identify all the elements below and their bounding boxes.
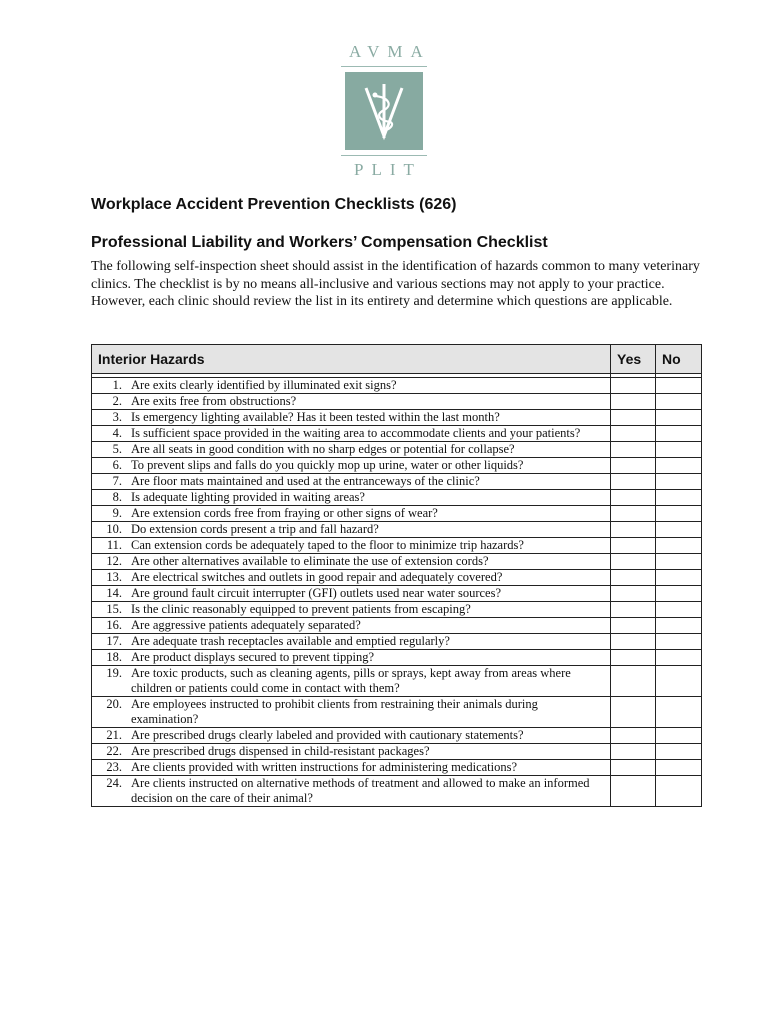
question-number: 7. (112, 474, 122, 488)
yes-checkbox-cell[interactable] (611, 634, 656, 650)
yes-checkbox-cell[interactable] (611, 618, 656, 634)
question-cell (92, 650, 611, 666)
question-number: 19. (106, 666, 122, 680)
question-text: Are prescribed drugs dispensed in child-resistant packages? (131, 744, 430, 758)
question-text: Are adequate trash receptacles available and emptied regularly? (131, 634, 450, 648)
no-checkbox-cell[interactable] (656, 442, 702, 458)
question-number: 15. (106, 602, 122, 616)
question-text: Are extension cords free from fraying or other signs of wear? (131, 506, 438, 520)
table-row (92, 586, 702, 602)
document-title: Workplace Accident Prevention Checklists (626) (91, 196, 457, 213)
yes-checkbox-cell[interactable] (611, 458, 656, 474)
no-checkbox-cell[interactable] (656, 586, 702, 602)
question-cell (92, 522, 611, 538)
logo-divider-bottom (341, 155, 427, 156)
avma-plit-logo (341, 42, 431, 180)
table-row (92, 744, 702, 760)
table-row (92, 506, 702, 522)
no-checkbox-cell[interactable] (656, 426, 702, 442)
question-text: Are clients provided with written instructions for administering medications? (131, 760, 518, 774)
question-text: Are electrical switches and outlets in good repair and adequately covered? (131, 570, 503, 584)
no-checkbox-cell[interactable] (656, 458, 702, 474)
checklist-table (91, 344, 702, 807)
question-number: 13. (106, 570, 122, 584)
question-cell (92, 634, 611, 650)
question-number: 20. (106, 697, 122, 711)
yes-checkbox-cell[interactable] (611, 650, 656, 666)
table-row (92, 634, 702, 650)
question-text: Are all seats in good condition with no sharp edges or potential for collapse? (131, 442, 515, 456)
question-cell (92, 506, 611, 522)
question-text: To prevent slips and falls do you quickly mop up urine, water or other liquids? (131, 458, 524, 472)
question-cell (92, 586, 611, 602)
no-checkbox-cell[interactable] (656, 378, 702, 394)
no-checkbox-cell[interactable] (656, 744, 702, 760)
yes-checkbox-cell[interactable] (611, 378, 656, 394)
yes-checkbox-cell[interactable] (611, 410, 656, 426)
yes-checkbox-cell[interactable] (611, 442, 656, 458)
table-row (92, 650, 702, 666)
no-checkbox-cell[interactable] (656, 634, 702, 650)
yes-checkbox-cell[interactable] (611, 602, 656, 618)
question-text: Is the clinic reasonably equipped to prevent patients from escaping? (131, 602, 471, 616)
question-cell (92, 744, 611, 760)
table-row (92, 570, 702, 586)
question-number: 3. (112, 410, 122, 424)
yes-checkbox-cell[interactable] (611, 570, 656, 586)
question-number: 8. (112, 490, 122, 504)
question-cell (92, 410, 611, 426)
yes-checkbox-cell[interactable] (611, 586, 656, 602)
question-cell (92, 426, 611, 442)
question-number: 12. (106, 554, 122, 568)
checklist-body (92, 374, 702, 807)
table-row (92, 618, 702, 634)
table-row (92, 426, 702, 442)
table-row (92, 410, 702, 426)
yes-checkbox-cell[interactable] (611, 554, 656, 570)
no-checkbox-cell[interactable] (656, 666, 702, 697)
question-cell (92, 760, 611, 776)
no-checkbox-cell[interactable] (656, 776, 702, 807)
question-number: 16. (106, 618, 122, 632)
no-checkbox-cell[interactable] (656, 522, 702, 538)
table-row (92, 554, 702, 570)
yes-checkbox-cell[interactable] (611, 776, 656, 807)
logo-emblem (345, 72, 423, 150)
question-cell (92, 728, 611, 744)
question-text: Are employees instructed to prohibit clients from restraining their animals during examination? (131, 697, 538, 726)
question-cell (92, 378, 611, 394)
table-row (92, 666, 702, 697)
question-text: Are floor mats maintained and used at the entranceways of the clinic? (131, 474, 480, 488)
question-text: Are clients instructed on alternative methods of treatment and allowed to make an informed decision on the care of their animal? (131, 776, 590, 805)
table-row (92, 394, 702, 410)
no-checkbox-cell[interactable] (656, 650, 702, 666)
table-row (92, 728, 702, 744)
yes-checkbox-cell[interactable] (611, 538, 656, 554)
table-row (92, 776, 702, 807)
question-cell (92, 394, 611, 410)
table-row (92, 490, 702, 506)
no-checkbox-cell[interactable] (656, 618, 702, 634)
question-cell (92, 570, 611, 586)
yes-checkbox-cell[interactable] (611, 760, 656, 776)
question-text: Is adequate lighting provided in waiting areas? (131, 490, 365, 504)
question-text: Do extension cords present a trip and fall hazard? (131, 522, 379, 536)
yes-checkbox-cell[interactable] (611, 490, 656, 506)
table-row (92, 538, 702, 554)
table-row (92, 378, 702, 394)
question-cell (92, 490, 611, 506)
no-checkbox-cell[interactable] (656, 697, 702, 728)
yes-checkbox-cell[interactable] (611, 522, 656, 538)
question-number: 21. (106, 728, 122, 742)
question-text: Is sufficient space provided in the waiting area to accommodate clients and your patients? (131, 426, 581, 440)
yes-checkbox-cell[interactable] (611, 744, 656, 760)
question-text: Can extension cords be adequately taped to the floor to minimize trip hazards? (131, 538, 524, 552)
question-text: Are other alternatives available to eliminate the use of extension cords? (131, 554, 489, 568)
question-cell (92, 776, 611, 807)
question-text: Are exits free from obstructions? (131, 394, 297, 408)
yes-checkbox-cell[interactable] (611, 506, 656, 522)
yes-checkbox-cell[interactable] (611, 394, 656, 410)
table-header-row (92, 345, 702, 374)
table-row (92, 474, 702, 490)
question-number: 14. (106, 586, 122, 600)
question-text: Are prescribed drugs clearly labeled and provided with cautionary statements? (131, 728, 524, 742)
no-checkbox-cell[interactable] (656, 490, 702, 506)
question-cell (92, 458, 611, 474)
question-text: Is emergency lighting available? Has it been tested within the last month? (131, 410, 500, 424)
question-number: 10. (106, 522, 122, 536)
question-cell (92, 602, 611, 618)
yes-column-header: Yes (611, 345, 656, 374)
question-text: Are exits clearly identified by illuminated exit signs? (131, 378, 397, 392)
question-number: 6. (112, 458, 122, 472)
section-title: Interior Hazards (92, 345, 611, 374)
table-row (92, 442, 702, 458)
no-checkbox-cell[interactable] (656, 394, 702, 410)
question-text: Are toxic products, such as cleaning agents, pills or sprays, kept away from areas where children or patients could come in contact with them? (131, 666, 571, 695)
logo-bottom-text: PLIT (354, 160, 422, 179)
no-checkbox-cell[interactable] (656, 506, 702, 522)
question-number: 23. (106, 760, 122, 774)
yes-checkbox-cell[interactable] (611, 474, 656, 490)
question-number: 1. (112, 378, 122, 392)
question-cell (92, 442, 611, 458)
question-cell (92, 697, 611, 728)
no-checkbox-cell[interactable] (656, 474, 702, 490)
question-cell (92, 554, 611, 570)
caduceus-v-icon (354, 78, 414, 144)
no-checkbox-cell[interactable] (656, 538, 702, 554)
table-row (92, 458, 702, 474)
question-cell (92, 666, 611, 697)
yes-checkbox-cell[interactable] (611, 697, 656, 728)
no-checkbox-cell[interactable] (656, 410, 702, 426)
question-cell (92, 538, 611, 554)
no-checkbox-cell[interactable] (656, 570, 702, 586)
question-text: Are product displays secured to prevent tipping? (131, 650, 374, 664)
no-checkbox-cell[interactable] (656, 760, 702, 776)
question-cell (92, 618, 611, 634)
question-number: 4. (112, 426, 122, 440)
table-row (92, 522, 702, 538)
checklist-title: Professional Liability and Workers’ Compensation Checklist (91, 234, 548, 251)
question-number: 17. (106, 634, 122, 648)
yes-checkbox-cell[interactable] (611, 666, 656, 697)
question-number: 11. (106, 538, 122, 552)
yes-checkbox-cell[interactable] (611, 728, 656, 744)
question-cell (92, 474, 611, 490)
question-number: 22. (106, 744, 122, 758)
yes-checkbox-cell[interactable] (611, 426, 656, 442)
question-number: 24. (106, 776, 122, 790)
intro-paragraph: The following self-inspection sheet should assist in the identification of hazards common to many veterinary clinics. The checklist is by no means all-inclusive and various sections may not apply to your practice. However, each clinic should review the list in its entirety and determine which questions are applicable. (91, 259, 700, 309)
question-number: 18. (106, 650, 122, 664)
question-number: 2. (112, 394, 122, 408)
question-text: Are ground fault circuit interrupter (GFI) outlets used near water sources? (131, 586, 502, 600)
no-checkbox-cell[interactable] (656, 602, 702, 618)
logo-top-text: AVMA (349, 42, 431, 61)
no-checkbox-cell[interactable] (656, 554, 702, 570)
table-row (92, 697, 702, 728)
table-row (92, 602, 702, 618)
question-text: Are aggressive patients adequately separated? (131, 618, 361, 632)
table-row (92, 760, 702, 776)
no-column-header: No (656, 345, 702, 374)
question-number: 5. (112, 442, 122, 456)
no-checkbox-cell[interactable] (656, 728, 702, 744)
logo-divider-top (341, 66, 427, 67)
question-number: 9. (112, 506, 122, 520)
